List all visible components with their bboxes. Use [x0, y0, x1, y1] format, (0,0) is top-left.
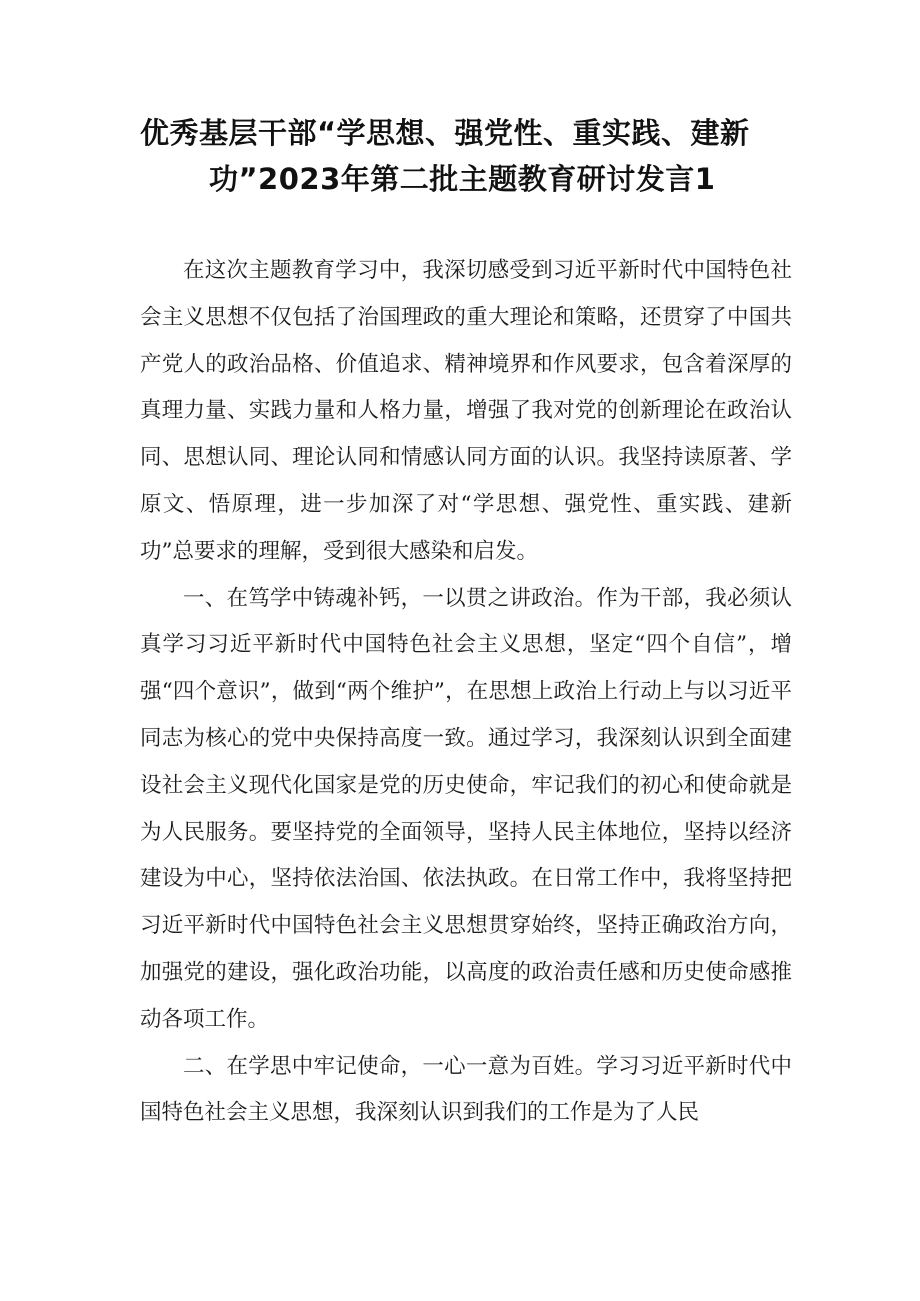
title-line-1: 优秀基层干部“学思想、强党性、重实践、建新 — [140, 116, 750, 150]
paragraph-intro: 在这次主题教育学习中，我深切感受到习近平新时代中国特色社会主义思想不仅包括了治国理政的重大理论和策略，还贯穿了中国共产党人的政治品格、价值追求、精神境界和作风要求，包含着深厚的真理力量、实践力量和人格力量，增强了我对党的创新理论在政治认同、思想认同、理论认同和情感认同方面的认识。我坚持读原著、学原文、悟原理，进一步加深了对“学思想、强党性、重实践、建新功”总要求的理解，受到很大感染和启发。 — [140, 258, 792, 564]
paragraph-section-2: 二、在学思中牢记使命，一心一意为百姓。学习习近平新时代中国特色社会主义思想，我深刻认识到我们的工作是为了人民 — [140, 1053, 792, 1126]
paragraph-section-1: 一、在笃学中铸魂补钙，一以贯之讲政治。作为干部，我必须认真学习习近平新时代中国特色社会主义思想，坚定“四个自信”，增强“四个意识”，做到“两个维护”，在思想上政治上行动上与以习近平同志为核心的党中央保持高度一致。通过学习，我深刻认识到全面建设社会主义现代化国家是党的历史使命，牢记我们的初心和使命就是为人民服务。要坚持党的全面领导，坚持人民主体地位，坚持以经济建设为中心，坚持依法治国、依法执政。在日常工作中，我将坚持把习近平新时代中国特色社会主义思想贯穿始终，坚持正确政治方向，加强党的建设，强化政治功能，以高度的政治责任感和历史使命感推动各项工作。 — [140, 585, 792, 1032]
document-title — [140, 110, 800, 202]
document-body — [140, 248, 792, 1137]
title-line-2: 功”2023年第二批主题教育研讨发言1 — [209, 162, 716, 196]
